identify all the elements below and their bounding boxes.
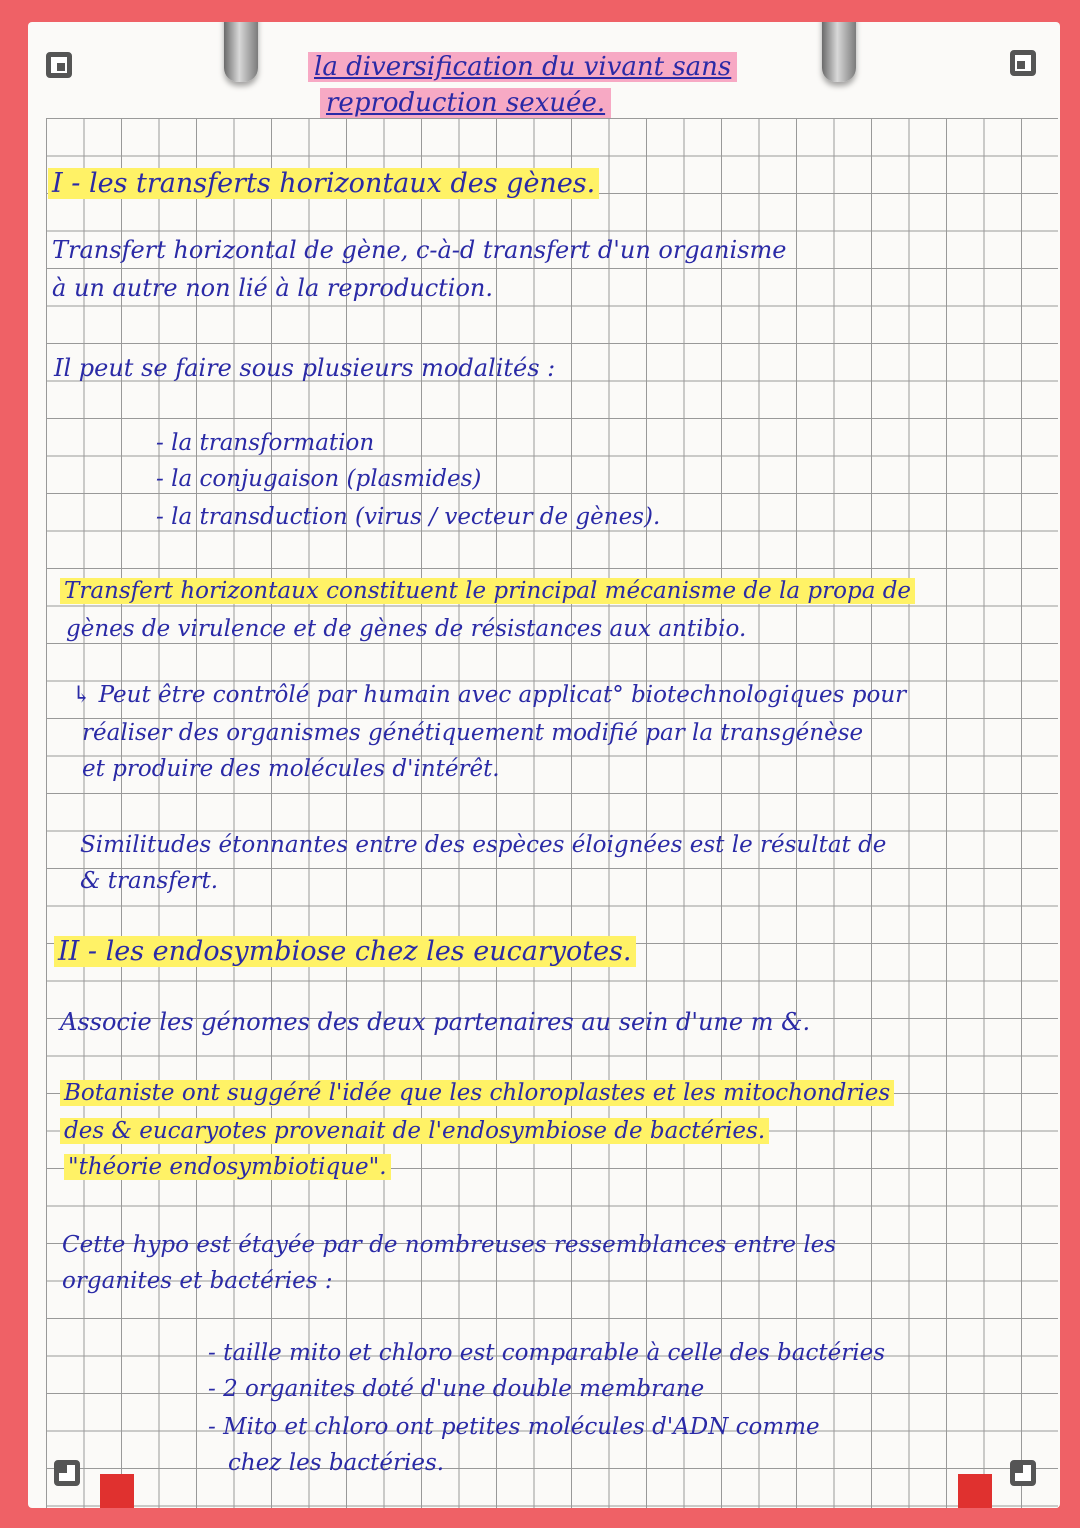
paragraph-line: organites et bactéries : bbox=[62, 1268, 333, 1294]
page-title-line1 bbox=[308, 52, 737, 82]
section2-heading bbox=[54, 936, 636, 967]
modality-item: - la transduction (virus / vecteur de gènes). bbox=[156, 504, 661, 530]
paragraph-line: Cette hypo est étayée par de nombreuses ressemblances entre les bbox=[62, 1232, 837, 1258]
title-text: reproduction sexuée. bbox=[320, 88, 611, 118]
paragraph-line bbox=[64, 1154, 391, 1180]
paragraph-line: gènes de virulence et de gènes de résistances aux antibio. bbox=[66, 616, 747, 642]
intro-line: Il peut se faire sous plusieurs modalités : bbox=[54, 354, 556, 382]
heading-text: II - les endosymbiose chez les eucaryotes. bbox=[54, 936, 636, 967]
definition-line: Transfert horizontal de gène, c-à-d transfert d'un organisme bbox=[52, 236, 787, 264]
evidence-item: - 2 organites doté d'une double membrane bbox=[208, 1376, 705, 1402]
page-title-line2 bbox=[320, 88, 611, 118]
paragraph-line: réaliser des organismes génétiquement modifié par la transgénèse bbox=[82, 720, 864, 746]
paragraph-line bbox=[60, 578, 915, 604]
paragraph-text: des & eucaryotes provenait de l'endosymbiose de bactéries. bbox=[60, 1118, 769, 1144]
modality-item: - la conjugaison (plasmides) bbox=[156, 466, 482, 492]
evidence-item: chez les bactéries. bbox=[228, 1450, 445, 1476]
evidence-item: - Mito et chloro ont petites molécules d'ADN comme bbox=[208, 1414, 820, 1440]
paragraph-line bbox=[60, 1080, 894, 1106]
paragraph-line bbox=[60, 1118, 769, 1144]
heading-text: I - les transferts horizontaux des gènes. bbox=[48, 168, 599, 199]
definition-line: à un autre non lié à la reproduction. bbox=[52, 274, 493, 302]
paragraph-line: et produire des molécules d'intérêt. bbox=[82, 756, 500, 782]
paragraph-line: Associe les génomes des deux partenaires au sein d'une m &. bbox=[60, 1008, 811, 1036]
paragraph-text: Transfert horizontaux constituent le principal mécanisme de la propa de bbox=[60, 578, 915, 604]
paragraph-text: "théorie endosymbiotique". bbox=[64, 1154, 391, 1180]
paragraph-line: & transfert. bbox=[80, 868, 219, 894]
notes-content bbox=[28, 22, 1060, 1508]
evidence-item: - taille mito et chloro est comparable à celle des bactéries bbox=[208, 1340, 885, 1366]
modality-item: - la transformation bbox=[156, 430, 375, 456]
title-text: la diversification du vivant sans bbox=[308, 52, 737, 82]
section1-heading bbox=[48, 168, 599, 199]
paragraph-line: ↳ Peut être contrôlé par humain avec applicat° biotechnologiques pour bbox=[72, 682, 907, 708]
notebook-sheet bbox=[28, 22, 1060, 1508]
paragraph-line: Similitudes étonnantes entre des espèces éloignées est le résultat de bbox=[80, 832, 887, 858]
paragraph-text: Botaniste ont suggéré l'idée que les chloroplastes et les mitochondries bbox=[60, 1080, 894, 1106]
